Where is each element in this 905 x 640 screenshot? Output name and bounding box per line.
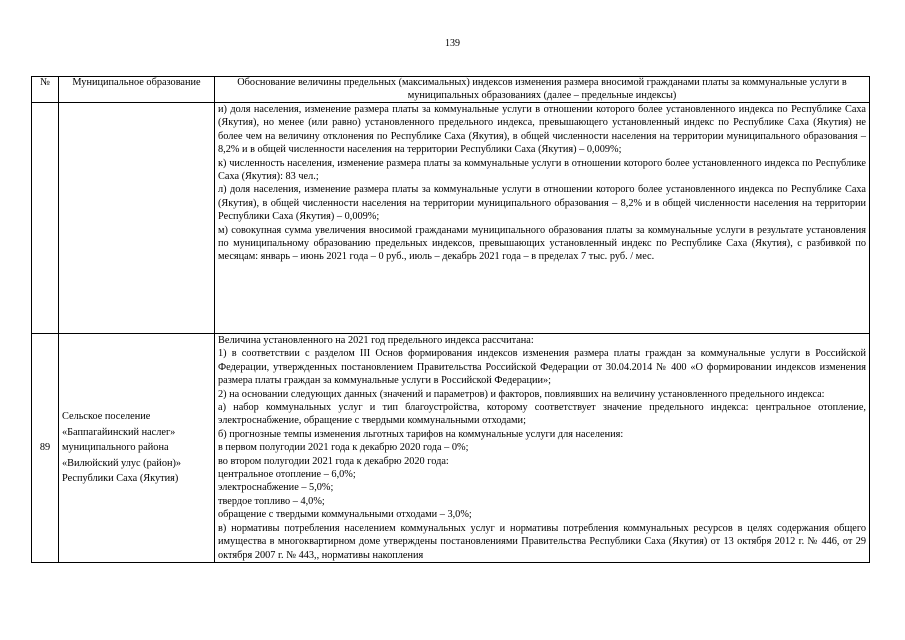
page-number: 139: [445, 38, 460, 49]
paragraph: обращение с твердыми коммунальными отходами – 3,0%;: [218, 509, 472, 521]
paragraph: центральное отопление – 6,0%;: [218, 469, 356, 481]
paragraph: Величина установленного на 2021 год предельного индекса рассчитана:: [218, 335, 534, 346]
table-row: [32, 103, 870, 334]
table-row: [32, 334, 870, 563]
header-number: №: [32, 77, 59, 103]
row-number: [32, 103, 59, 334]
paragraph: л) доля населения, изменение размера платы за коммунальные услуги в отношении которого более установленного индекса по Республике Саха (Якутия), в общей численности населения на территории муниципального образования – 8,2% и в общей численности населения на территории Республики Саха (Якутия) – 0,009%;: [218, 184, 866, 223]
municipality-cell: Сельское поселение «Баппагайинский наслег» муниципального района «Вилюйский улус (район)» Республики Саха (Якутия): [59, 334, 215, 563]
row-number: 89: [32, 334, 59, 563]
header-municipality: Муниципальное образование: [59, 77, 215, 103]
paragraph: в первом полугодии 2021 года к декабрю 2020 года – 0%;: [218, 442, 469, 454]
municipality-cell: [59, 103, 215, 334]
paragraph: во втором полугодии 2021 года к декабрю 2020 года:: [218, 455, 449, 467]
justification-cell: [215, 103, 870, 334]
header-justification: Обоснование величины предельных (максимальных) индексов изменения размера вносимой гражданами платы за коммунальные услуги в муниципальных образованиях (далее – предельные индексы): [215, 77, 870, 103]
paragraph: твердое топливо – 4,0%;: [218, 495, 325, 507]
paragraph: а) набор коммунальных услуг и тип благоустройства, которому соответствует значение предельного индекса: центральное отопление, электроснабжение, обращение с твердыми коммунальными отходами;: [218, 402, 866, 427]
paragraph: и) доля населения, изменение размера платы за коммунальные услуги в отношении которого более установленного индекса по Республике Саха (Якутия), но менее (или равно) установленного предельного индекса, превышающего установленный индекс по Республике Саха (Якутия) не более чем на величину отклонения по Республике Саха (Якутия), в общей численности населения на территории муниципального образования – 8,2% и в общей численности населения на территории Республики Саха (Якутия) – 0,009%;: [218, 104, 866, 156]
paragraph: 1) в соответствии с разделом III Основ формирования индексов изменения размера платы граждан за коммунальные услуги в Российской Федерации, утвержденных постановлением Правительства Российской Федерации от 30.04.2014 № 400 «О формировании индексов изменения размера платы граждан за коммунальные услуги в Российской Федерации»;: [218, 348, 866, 387]
paragraph: 2) на основании следующих данных (значений и параметров) и факторов, повлиявших на величину установленного предельного индекса:: [218, 388, 825, 400]
justification-cell: [215, 334, 870, 563]
paragraph: м) совокупная сумма увеличения вносимой гражданами муниципального образования платы за коммунальные услуги в результате установления по муниципальному образованию предельных индексов, превышающих установленный индекс по Республике Саха (Якутия), с разбивкой по месяцам: январь – июнь 2021 года – 0 руб., июль – декабрь 2021 года – в пределах 7 тыс. руб. / мес.: [218, 224, 866, 263]
paragraph: электроснабжение – 5,0%;: [218, 482, 334, 494]
indices-table: [31, 76, 870, 563]
paragraph: б) прогнозные темпы изменения льготных тарифов на коммунальные услуги для населения:: [218, 428, 624, 440]
paragraph: в) нормативы потребления населением коммунальных услуг и нормативы потребления коммунальных ресурсов в целях содержания общего имущества в многоквартирном доме утверждены постановлениями Правительства Республики Саха (Якутия) от 13 октября 2012 г. № 446, от 29 октября 2007 г. № 443,, нормативы накопления: [218, 522, 866, 561]
paragraph: к) численность населения, изменение размера платы за коммунальные услуги в отношении которого более установленного индекса по Республике Саха (Якутия): 83 чел.;: [218, 157, 866, 183]
table-header-row: [32, 77, 870, 103]
